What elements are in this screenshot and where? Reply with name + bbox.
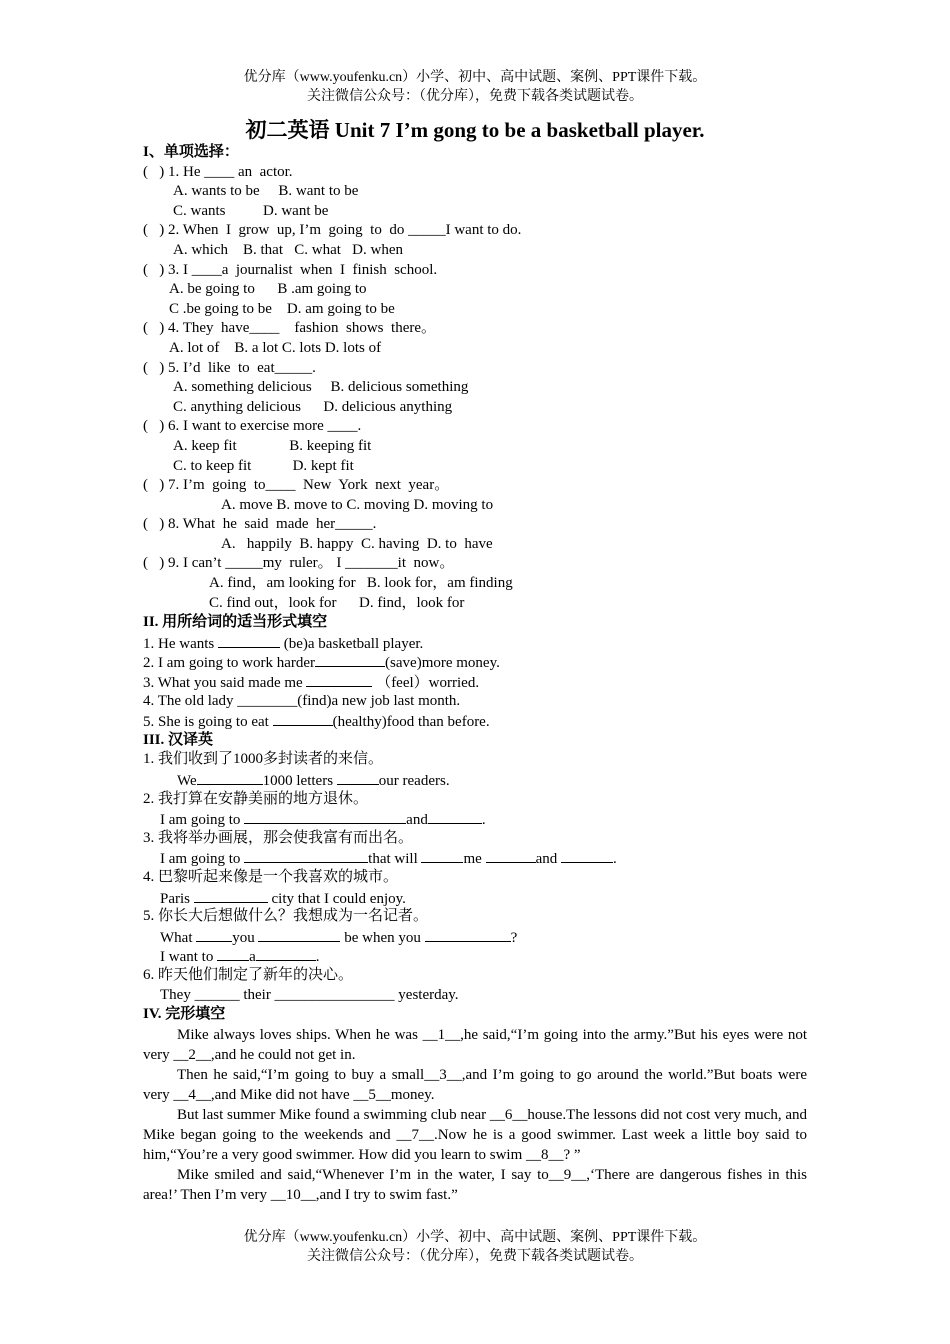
translate-1-text-b: 1000 letters (262, 773, 337, 789)
answer-blank (486, 848, 536, 863)
translate-3-answer (143, 848, 807, 868)
translate-6-answer: They ______ their ________________ yesterday. (160, 986, 459, 1003)
translate-5-text-a: What (160, 929, 197, 946)
question-9: ( ) 9. I can’t _____my ruler。 I _______it now。 (143, 555, 455, 572)
question-6-options-cd: C. to keep fit D. kept fit (173, 457, 354, 474)
fill-item-3-end: （feel）worried. (372, 675, 480, 692)
question-5-options-cd: C. anything delicious D. delicious anything (173, 398, 453, 415)
section-1-heading: I、单项选择： (143, 144, 239, 160)
question-7: ( ) 7. I’m going to____ New York next year。 (143, 477, 450, 494)
answer-blank (273, 711, 333, 726)
translate-2-answer (143, 809, 807, 829)
translate-1-text-c: our readers. (378, 773, 450, 789)
fill-item-1-end: (be)a basketball player. (280, 635, 424, 652)
document-title: 初二英语 Unit 7 I’m gong to be a basketball player. (245, 118, 705, 142)
translate-4-text-a: Paris (160, 890, 194, 907)
translate-3-text-e: . (612, 851, 617, 868)
footer-line-2: 关注微信公众号：（优分库），免费下载各类试题试卷。 (307, 1249, 643, 1264)
question-3: ( ) 3. I ____a journalist when I finish school. (143, 261, 438, 278)
translate-2-text-c: . (481, 812, 486, 829)
translate-6-prompt: 6. 昨天他们制定了新年的决心。 (143, 966, 354, 983)
translate-1-answer (143, 770, 807, 790)
translate-5-answer-1 (143, 927, 807, 947)
answer-blank (217, 946, 249, 961)
translate-3-text-d: and (535, 851, 561, 868)
answer-blank (256, 946, 316, 961)
translate-4-prompt: 4. 巴黎听起来像是一个我喜欢的城市。 (143, 868, 399, 885)
translate-3-text-c: me (463, 851, 486, 868)
answer-blank (421, 848, 463, 863)
fill-item-5-start: 5. She is going to eat (143, 714, 273, 731)
question-8: ( ) 8. What he said made her_____. (143, 516, 377, 533)
answer-blank (196, 927, 232, 942)
translate-2-text-a: I am going to (160, 812, 245, 829)
worksheet-body (143, 143, 807, 1205)
section-2-heading: II. 用所给词的适当形式填空 (143, 614, 328, 631)
translate-5-text-c: be when you (340, 929, 425, 946)
question-6-options-ab: A. keep fit B. keeping fit (173, 437, 372, 454)
header-line-1: 优分库（www.youfenku.cn）小学、初中、高中试题、案例、PPT课件下载。 (243, 70, 707, 85)
question-9-options-cd: C. find out，look for D. find，look for (209, 594, 465, 611)
cloze-paragraph-4: Mike smiled and said,“Whenever I’m in the water, I say to__9__,‘There are dangerous fishes in this area!’ Then I’m very __10__,and I try to swim fast.” (143, 1166, 807, 1203)
question-3-options-cd: C .be going to be D. am going to be (169, 300, 395, 317)
translate-4-text-b: city that I could enjoy. (267, 890, 406, 907)
answer-blank (244, 848, 368, 863)
question-2: ( ) 2. When I grow up, I’m going to do _____I want to do. (143, 222, 522, 239)
fill-item-3-start: 3. What you said made me (143, 675, 307, 692)
translate-5-answer-2 (143, 946, 807, 966)
translate-5-prompt: 5. 你长大后想做什么？我想成为一名记者。 (143, 908, 429, 925)
cloze-paragraph-2: Then he said,“I’m going to buy a small__3__,and I’m going to go around the world.”But boats were very __4__,and Mike did not have __5__money. (143, 1066, 807, 1103)
translate-3-prompt: 3. 我将举办画展，那会使我富有而出名。 (143, 829, 414, 846)
question-4: ( ) 4. They have____ fashion shows there。 (143, 320, 436, 337)
answer-blank (428, 809, 482, 824)
answer-blank (197, 770, 263, 785)
translate-5-text-d: ? (510, 929, 518, 946)
fill-item-5 (143, 711, 807, 731)
fill-item-1-start: 1. He wants (143, 635, 218, 652)
fill-item-3 (143, 672, 807, 692)
cloze-paragraph-3: But last summer Mike found a swimming club near __6__house.The lessons did not cost very much, and Mike began going to the weekends and __7__.Now he is a good swimmer. Last week a little boy said to him,“You’re a very good swimmer. How did you learn to swim __8__? ” (143, 1106, 807, 1163)
translate-2-text-b: and (406, 812, 428, 829)
answer-blank (218, 633, 280, 648)
answer-blank (315, 652, 385, 667)
translate-3-text-b: that will (368, 851, 422, 868)
section-3-heading: III. 汉译英 (143, 731, 214, 748)
translate-5-text-e: I want to (160, 949, 218, 966)
answer-blank (337, 770, 379, 785)
translate-5-text-b: you (232, 929, 259, 946)
page-footer (0, 1228, 950, 1266)
fill-item-2-end: (save)more money. (385, 655, 500, 672)
answer-blank (561, 848, 613, 863)
translate-3-text-a: I am going to (160, 851, 245, 868)
footer-line-1: 优分库（www.youfenku.cn）小学、初中、高中试题、案例、PPT课件下载。 (243, 1230, 707, 1245)
question-2-options: A. which B. that C. what D. when (173, 241, 403, 258)
fill-item-1 (143, 633, 807, 653)
header-line-2: 关注微信公众号：（优分库），免费下载各类试题试卷。 (307, 89, 643, 104)
section-4-heading: IV. 完形填空 (143, 1006, 226, 1023)
translate-1-text-a: We (177, 773, 197, 789)
fill-item-5-end: (healthy)food than before. (332, 714, 490, 731)
question-6: ( ) 6. I want to exercise more ____. (143, 418, 362, 435)
question-1-options-ab: A. wants to be B. want to be (173, 183, 359, 200)
question-5: ( ) 5. I’d like to eat_____. (143, 359, 316, 376)
answer-blank (425, 927, 511, 942)
answer-blank (306, 672, 372, 687)
question-8-options: A. happily B. happy C. having D. to have (221, 535, 493, 552)
question-4-options: A. lot of B. a lot C. lots D. lots of (169, 339, 382, 356)
question-5-options-ab: A. something delicious B. delicious something (173, 379, 469, 396)
answer-blank (258, 927, 340, 942)
cloze-paragraph-1: Mike always loves ships. When he was __1__,he said,“I’m going into the army.”But his eyes were not very __2__,and he could not get in. (143, 1026, 807, 1063)
question-3-options-ab: A. be going to B .am going to (169, 281, 367, 298)
page-header (0, 68, 950, 106)
question-1-options-cd: C. wants D. want be (173, 202, 329, 219)
translate-5-text-f: a (249, 949, 256, 966)
fill-item-2-start: 2. I am going to work harder (143, 655, 316, 672)
question-9-options-ab: A. find，am looking for B. look for，am finding (209, 575, 513, 592)
answer-blank (244, 809, 406, 824)
fill-item-4: 4. The old lady ________(find)a new job last month. (143, 692, 461, 709)
question-7-options: A. move B. move to C. moving D. moving to (221, 496, 494, 513)
translate-2-prompt: 2. 我打算在安静美丽的地方退休。 (143, 790, 369, 807)
translate-1-prompt: 1. 我们收到了1000多封读者的来信。 (143, 751, 384, 768)
translate-5-text-g: . (315, 949, 320, 966)
fill-item-2 (143, 652, 807, 672)
answer-blank (194, 888, 268, 903)
translate-4-answer (143, 888, 807, 908)
question-1: ( ) 1. He ____ an actor. (143, 163, 293, 180)
